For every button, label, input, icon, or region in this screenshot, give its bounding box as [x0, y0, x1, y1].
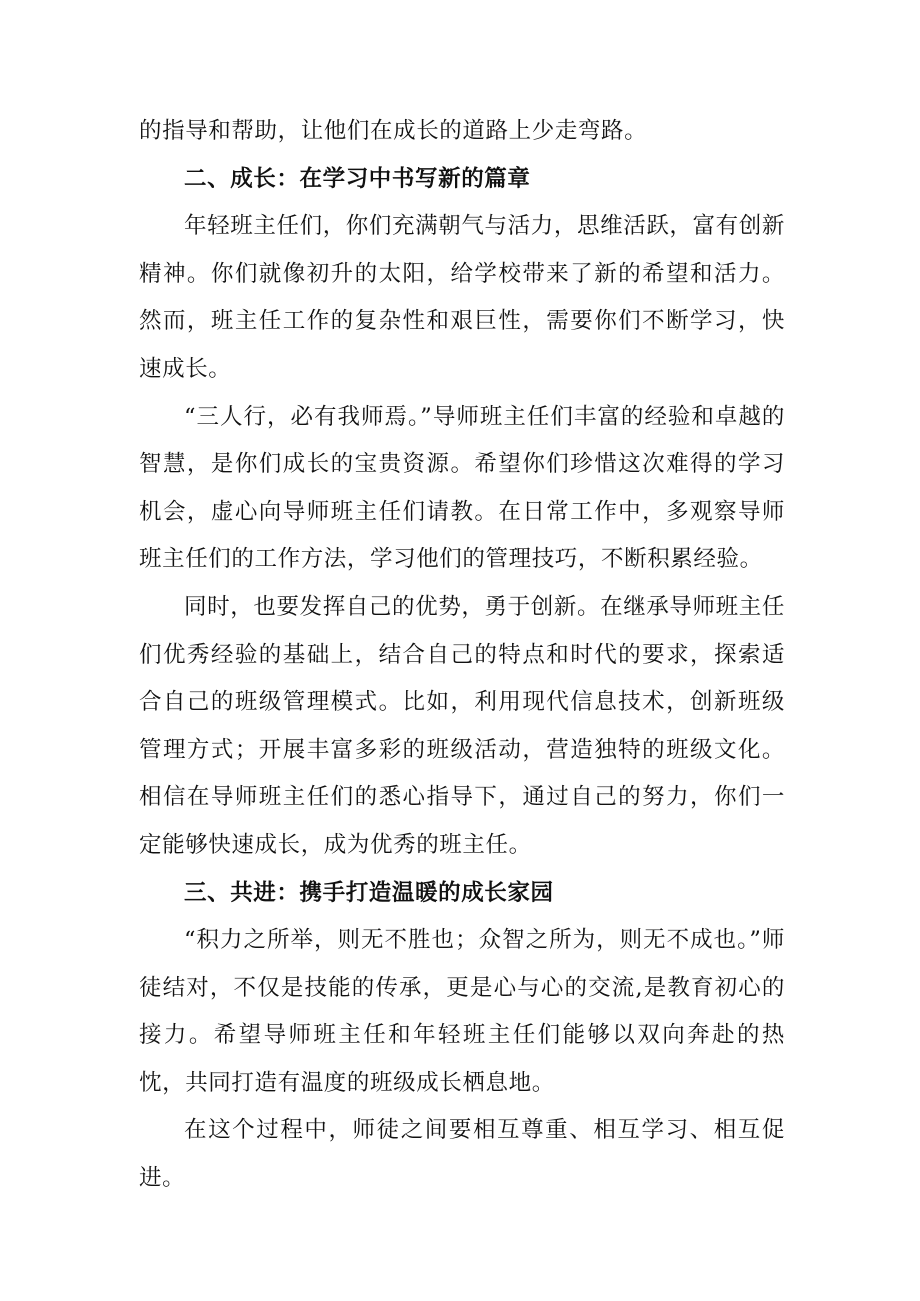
paragraph-young-teachers: 年轻班主任们，你们充满朝气与活力，思维活跃，富有创新精神。你们就像初升的太阳，给学校带来了新的希望和活力。然而，班主任工作的复杂性和艰巨性，需要你们不断学习，快速成长。	[139, 213, 785, 382]
paragraph-collective-strength-quote: “积力之所举，则无不胜也；众智之所为，则无不成也。”师徒结对，不仅是技能的传承，更是心与心的交流,是教育初心的接力。希望导师班主任和年轻班主任们能够以双向奔赴的热忱，共同打造有温度的班级成长栖息地。	[139, 927, 785, 1096]
paragraph-innovation: 同时，也要发挥自己的优势，勇于创新。在继承导师班主任们优秀经验的基础上，结合自己的特点和时代的要求，探索适合自己的班级管理模式。比如，利用现代信息技术，创新班级管理方式；开展丰富多彩的班级活动，营造独特的班级文化。相信在导师班主任们的悉心指导下，通过自己的努力，你们一定能够快速成长，成为优秀的班主任。	[139, 593, 785, 858]
section-heading-progress-together: 三、共进：携手打造温暖的成长家园	[184, 879, 554, 906]
paragraph-mutual-respect: 在这个过程中，师徒之间要相互尊重、相互学习、相互促进。	[139, 1117, 785, 1192]
paragraph-three-people-quote: “三人行，必有我师焉。”导师班主任们丰富的经验和卓越的智慧，是你们成长的宝贵资源。希望你们珍惜这次难得的学习机会，虚心向导师班主任们请教。在日常工作中，多观察导师班主任们的工作方法，学习他们的管理技巧，不断积累经验。	[139, 403, 785, 573]
paragraph-continuation: 的指导和帮助，让他们在成长的道路上少走弯路。	[139, 118, 648, 144]
section-heading-growth: 二、成长：在学习中书写新的篇章	[184, 165, 531, 192]
document-body	[139, 108, 785, 1203]
